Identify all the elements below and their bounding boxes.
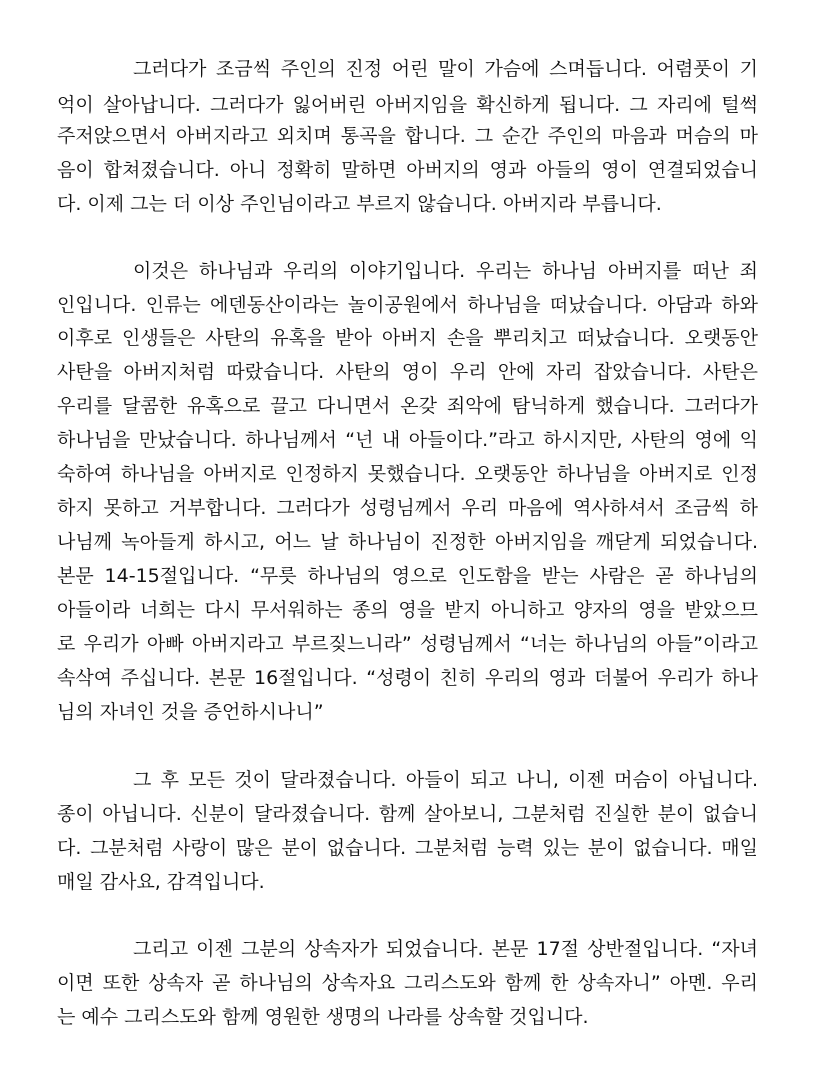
text-line: 음이 합쳐졌습니다. 아니 정확히 말하면 아버지의 영과 아들의 영이 연결되었습니 <box>57 159 758 181</box>
text-line: 속삭여 주십니다. 본문 16절입니다. “성령이 친히 우리의 영과 더불어 우리가 하나 <box>57 667 758 689</box>
text-line: 인입니다. 인류는 에덴동산이라는 놀이공원에서 하나님을 떠났습니다. 아담과 하와 <box>57 294 758 316</box>
text-line: 님의 자녀인 것을 증언하시나니” <box>57 701 324 723</box>
text-line: 이후로 인생들은 사탄의 유혹을 받아 아버지 손을 뿌리치고 떠났습니다. 오랫동안 <box>57 327 758 349</box>
text-line: 하나님을 만났습니다. 하나님께서 “넌 내 아들이다.”라고 하시지만, 사탄의 영에 익 <box>57 429 758 451</box>
text-line: 그 후 모든 것이 달라졌습니다. 아들이 되고 나니, 이젠 머슴이 아닙니다. <box>133 769 758 791</box>
text-line: 우리를 달콤한 유혹으로 끌고 다니면서 온갖 죄악에 탐닉하게 했습니다. 그러다가 <box>57 395 758 417</box>
text-line: 다. 그분처럼 사랑이 많은 분이 없습니다. 그분처럼 능력 있는 분이 없습니다. 매일 <box>57 837 758 859</box>
text-line: 하지 못하고 거부합니다. 그러다가 성령님께서 우리 마음에 역사하셔서 조금씩 하 <box>57 497 758 519</box>
text-line: 이것은 하나님과 우리의 이야기입니다. 우리는 하나님 아버지를 떠난 죄 <box>133 260 758 282</box>
text-line: 숙하여 하나님을 아버지로 인정하지 못했습니다. 오랫동안 하나님을 아버지로 인정 <box>57 463 758 485</box>
text-line: 억이 살아납니다. 그러다가 잃어버린 아버지임을 확신하게 됩니다. 그 자리에 털썩 <box>57 94 758 116</box>
text-line: 이면 또한 상속자 곧 하나님의 상속자요 그리스도와 함께 한 상속자니” 아멘. 우리 <box>57 972 758 994</box>
text-line: 나님께 녹아들게 하시고, 어느 날 하나님이 진정한 아버지임을 깨닫게 되었습니다. <box>57 531 758 553</box>
text-line: 본문 14-15절입니다. “무릇 하나님의 영으로 인도함을 받는 사람은 곧 하나님의 <box>57 565 758 587</box>
text-line: 는 예수 그리스도와 함께 영원한 생명의 나라를 상속할 것입니다. <box>57 1006 589 1028</box>
text-line: 다. 이제 그는 더 이상 주인님이라고 부르지 않습니다. 아버지라 부릅니다. <box>57 193 662 215</box>
text-line: 매일 감사요, 감격입니다. <box>57 871 265 893</box>
text-line: 그리고 이젠 그분의 상속자가 되었습니다. 본문 17절 상반절입니다. “자녀 <box>133 938 758 960</box>
text-line: 사탄을 아버지처럼 따랐습니다. 사탄의 영이 우리 안에 자리 잡았습니다. 사탄은 <box>57 361 758 383</box>
text-line: 로 우리가 아빠 아버지라고 부르짖느니라” 성령님께서 “너는 하나님의 아들”이라고 <box>57 633 758 655</box>
text-line: 종이 아닙니다. 신분이 달라졌습니다. 함께 살아보니, 그분처럼 진실한 분이 없습니 <box>57 803 758 825</box>
text-line: 그러다가 조금씩 주인의 진정 어린 말이 가슴에 스며듭니다. 어렴풋이 기 <box>133 58 758 80</box>
text-line: 아들이라 너희는 다시 무서워하는 종의 영을 받지 아니하고 양자의 영을 받았으므 <box>57 599 758 621</box>
text-line: 주저앉으면서 아버지라고 외치며 통곡을 합니다. 그 순간 주인의 마음과 머슴의 마 <box>57 125 758 147</box>
